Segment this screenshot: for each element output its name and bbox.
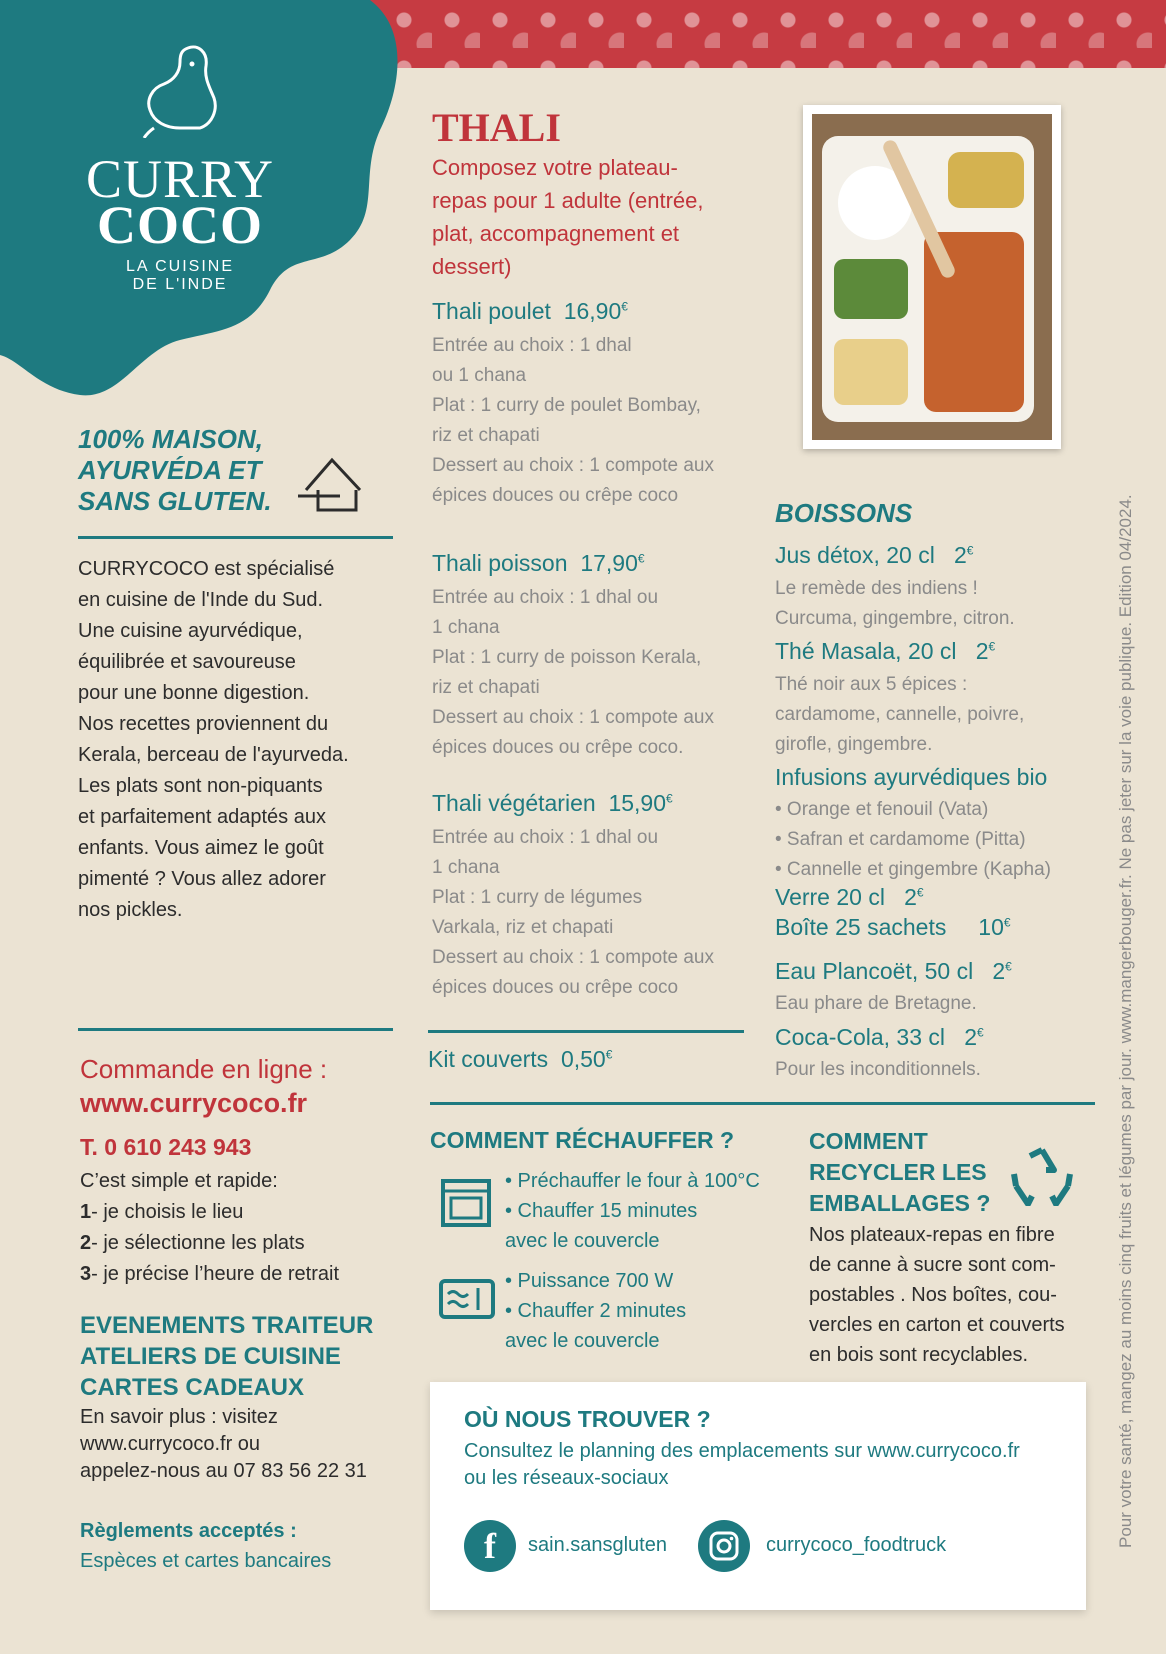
- order-phone[interactable]: T. 0 610 243 943: [80, 1134, 252, 1160]
- item-name: Thali poulet: [432, 298, 551, 324]
- reheat-line: avec le couvercle: [505, 1230, 660, 1252]
- find-us-title: OÙ NOUS TROUVER ?: [464, 1406, 711, 1432]
- dessert: [834, 339, 908, 405]
- currency: €: [605, 1047, 613, 1062]
- item-detail: Entrée au choix : 1 dhal ou: [432, 587, 659, 608]
- item-detail: Plat : 1 curry de poisson Kerala,: [432, 647, 702, 668]
- drink-price: 2: [992, 958, 1006, 984]
- payment-title: Règlements acceptés :: [80, 1520, 297, 1542]
- instagram-icon[interactable]: [698, 1520, 750, 1572]
- item-detail: épices douces ou crêpe coco: [432, 977, 679, 998]
- side-legal-note: Pour votre santé, mangez au moins cinq fruits et légumes par jour. www.mangerbouger.fr. Ne pas jeter sur la voie publique. Edition 04/2024.: [1116, 494, 1135, 1548]
- item-price: 15,90: [608, 790, 666, 816]
- logo-tagline-line2: DE L'INDE: [132, 276, 228, 293]
- item-detail: Entrée au choix : 1 dhal: [432, 335, 632, 356]
- drink-jus-details: [775, 574, 1015, 634]
- drink-price: 10: [978, 914, 1004, 940]
- step-number: 3: [80, 1263, 92, 1285]
- drink-detail: Curcuma, gingembre, citron.: [775, 608, 1015, 629]
- events-text: [80, 1404, 367, 1485]
- drink-price: 2: [953, 542, 967, 568]
- drink-name: Verre 20 cl: [775, 884, 885, 910]
- about-heading: [78, 424, 272, 517]
- item-detail: épices douces ou crêpe coco: [432, 485, 679, 506]
- recycle-title-line: EMBALLAGES ?: [809, 1190, 991, 1216]
- infusion-item: • Cannelle et gingembre (Kapha): [775, 859, 1051, 880]
- reheat-line: avec le couvercle: [505, 1330, 660, 1352]
- microwave-icon: [438, 1278, 496, 1322]
- thali-subtitle-line: dessert): [432, 254, 512, 279]
- reheat-line: • Préchauffer le four à 100°C: [505, 1170, 760, 1192]
- about-text-line: pour une bonne digestion.: [78, 682, 310, 704]
- item-detail: Plat : 1 curry de poulet Bombay,: [432, 395, 701, 416]
- item-detail: ou 1 chana: [432, 365, 527, 386]
- logo-line2: COCO: [97, 195, 263, 255]
- item-detail: épices douces ou crêpe coco.: [432, 737, 684, 758]
- about-text-line: enfants. Vous aimez le goût: [78, 837, 324, 859]
- thali-poisson-heading: [432, 550, 645, 577]
- events-heading-line: EVENEMENTS TRAITEUR: [80, 1312, 374, 1339]
- infusions-list: [775, 795, 1051, 885]
- drink-jus: [775, 542, 973, 569]
- thali-subtitle: [432, 151, 772, 283]
- drink-price: 2: [964, 1024, 977, 1050]
- events-text-line: www.currycoco.fr ou: [80, 1433, 261, 1455]
- drink-detail: Thé noir aux 5 épices :: [775, 674, 968, 695]
- infusion-verre: [775, 884, 924, 911]
- boissons-title: BOISSONS: [775, 498, 913, 528]
- order-step: [80, 1197, 339, 1228]
- item-name: Kit couverts: [428, 1046, 549, 1072]
- herbs: [834, 259, 908, 319]
- currency: €: [916, 885, 924, 900]
- elephant-icon: [140, 42, 220, 138]
- infusion-item: • Orange et fenouil (Vata): [775, 799, 989, 820]
- payment-text: Espèces et cartes bancaires: [80, 1550, 332, 1572]
- about-heading-line: AYURVÉDA ET: [78, 455, 262, 485]
- drink-name: Thé Masala, 20 cl: [775, 638, 957, 664]
- step-text: - je sélectionne les plats: [91, 1232, 305, 1254]
- events-text-line: appelez-nous au 07 83 56 22 31: [80, 1460, 367, 1482]
- thali-subtitle-line: repas pour 1 adulte (entrée,: [432, 188, 704, 213]
- recycle-title-line: RECYCLER LES: [809, 1159, 987, 1185]
- logo-line1: CURRY: [85, 149, 275, 209]
- about-text-line: pimenté ? Vous allez adorer: [78, 868, 326, 890]
- drink-infusions: Infusions ayurvédiques bio: [775, 764, 1048, 790]
- about-text-line: CURRYCOCO est spécialisé: [78, 558, 335, 580]
- logo-tagline: [80, 258, 280, 294]
- item-name: Thali végétarien: [432, 790, 596, 816]
- about-text-line: Nos recettes proviennent du: [78, 713, 329, 735]
- currency: €: [1003, 915, 1011, 930]
- house-icon: [298, 456, 368, 512]
- recycle-line: vercles en carton et couverts: [809, 1314, 1065, 1336]
- facebook-icon[interactable]: f: [464, 1520, 516, 1572]
- item-detail: Dessert au choix : 1 compote aux: [432, 947, 714, 968]
- about-text-line: équilibrée et savoureuse: [78, 651, 296, 673]
- instagram-handle[interactable]: currycoco_foodtruck: [766, 1534, 947, 1556]
- drink-price: 2: [975, 638, 989, 664]
- about-heading-line: 100% MAISON,: [78, 424, 263, 454]
- currency: €: [977, 1025, 984, 1040]
- recycle-line: en bois sont recyclables.: [809, 1344, 1029, 1366]
- recycle-line: de canne à sucre sont com-: [809, 1254, 1056, 1276]
- about-text-line: nos pickles.: [78, 899, 183, 921]
- divider: [430, 1102, 1095, 1105]
- about-text-line: Kerala, berceau de l'ayurveda.: [78, 744, 349, 766]
- about-heading-line: SANS GLUTEN.: [78, 486, 272, 516]
- item-price: 0,50: [560, 1046, 606, 1072]
- order-step: [80, 1259, 339, 1290]
- thali-subtitle-line: Composez votre plateau-: [432, 155, 678, 180]
- currency: €: [988, 639, 996, 654]
- item-price: 16,90: [563, 298, 622, 324]
- step-text: - je précise l’heure de retrait: [91, 1263, 340, 1285]
- item-detail: riz et chapati: [432, 425, 540, 446]
- reheat-line: • Chauffer 2 minutes: [505, 1300, 687, 1322]
- item-price: 17,90: [580, 550, 638, 576]
- thali-vegetarien-details: [432, 823, 772, 1003]
- logo-tagline-line1: LA CUISINE: [125, 258, 235, 275]
- drink-eau: [775, 958, 1012, 985]
- about-text: [78, 554, 398, 926]
- find-us-text: [464, 1438, 1020, 1492]
- events-text-line: En savoir plus : visitez: [80, 1406, 278, 1428]
- item-detail: 1 chana: [432, 617, 500, 638]
- thali-poulet-heading: [432, 298, 628, 325]
- reheat-title: COMMENT RÉCHAUFFER ?: [430, 1127, 735, 1153]
- thali-subtitle-line: plat, accompagnement et: [432, 221, 680, 246]
- drink-the: [775, 638, 995, 665]
- item-detail: Entrée au choix : 1 dhal ou: [432, 827, 659, 848]
- step-number: 1: [80, 1201, 92, 1223]
- facebook-handle[interactable]: sain.sansgluten: [528, 1534, 667, 1556]
- recycle-line: Nos plateaux-repas en fibre: [809, 1224, 1055, 1246]
- instagram-glyph: [709, 1531, 739, 1561]
- order-steps: [80, 1166, 339, 1290]
- thali-poulet-details: [432, 331, 772, 511]
- thali-title: THALI: [432, 105, 561, 150]
- about-text-line: en cuisine de l'Inde du Sud.: [78, 589, 324, 611]
- order-title: Commande en ligne :: [80, 1054, 328, 1084]
- drink-name: Jus détox, 20 cl: [775, 542, 935, 568]
- dhal: [948, 152, 1024, 208]
- find-us-line: Consultez le planning des emplacements sur www.currycoco.fr: [464, 1440, 1020, 1462]
- infusion-item: • Safran et cardamome (Pitta): [775, 829, 1026, 850]
- recycle-line: postables . Nos boîtes, cou-: [809, 1284, 1057, 1306]
- drink-eau-detail: Eau phare de Bretagne.: [775, 993, 977, 1014]
- drink-price: 2: [904, 884, 917, 910]
- drink-detail: cardamome, cannelle, poivre,: [775, 704, 1025, 725]
- currency: €: [1005, 959, 1012, 974]
- item-detail: Dessert au choix : 1 compote aux: [432, 455, 714, 476]
- reheat-line: • Puissance 700 W: [505, 1270, 674, 1292]
- divider: [428, 1030, 744, 1033]
- item-detail: Varkala, riz et chapati: [432, 917, 614, 938]
- drink-coca: [775, 1024, 984, 1051]
- reheat-oven-text: [505, 1166, 760, 1256]
- recycle-title: [809, 1126, 990, 1219]
- recycle-icon: [1010, 1146, 1074, 1206]
- about-text-line: Les plats sont non-piquants: [78, 775, 323, 797]
- order-url-link[interactable]: www.currycoco.fr: [80, 1088, 308, 1118]
- currency: €: [966, 543, 974, 558]
- drink-detail: Le remède des indiens !: [775, 578, 978, 599]
- item-detail: 1 chana: [432, 857, 500, 878]
- oven-icon: [440, 1178, 492, 1228]
- item-detail: Dessert au choix : 1 compote aux: [432, 707, 714, 728]
- kit-couverts: [428, 1046, 612, 1073]
- currency: €: [621, 299, 628, 314]
- events-heading-line: CARTES CADEAUX: [80, 1374, 305, 1401]
- divider: [78, 1028, 393, 1031]
- drink-detail: girofle, gingembre.: [775, 734, 933, 755]
- recycle-text: [809, 1220, 1065, 1370]
- reheat-line: • Chauffer 15 minutes: [505, 1200, 698, 1222]
- currency: €: [666, 791, 673, 806]
- about-text-line: et parfaitement adaptés aux: [78, 806, 326, 828]
- thali-poisson-details: [432, 583, 772, 763]
- photo-content: [812, 114, 1052, 440]
- drink-name: Eau Plancoët, 50 cl: [775, 958, 974, 984]
- order-step: [80, 1228, 339, 1259]
- thali-vegetarien-heading: [432, 790, 673, 817]
- item-name: Thali poisson: [432, 550, 568, 576]
- drink-coca-detail: Pour les inconditionnels.: [775, 1059, 981, 1080]
- infusion-boite: [775, 914, 1011, 941]
- find-us-card: [430, 1382, 1086, 1610]
- thali-photo: [803, 105, 1061, 449]
- step-text: - je choisis le lieu: [91, 1201, 244, 1223]
- drink-name: Boîte 25 sachets: [775, 914, 947, 940]
- item-detail: riz et chapati: [432, 677, 540, 698]
- drink-name: Coca-Cola, 33 cl: [775, 1024, 946, 1050]
- recycle-title-line: COMMENT: [809, 1128, 928, 1154]
- item-detail: Plat : 1 curry de légumes: [432, 887, 643, 908]
- events-heading: [80, 1310, 373, 1403]
- divider: [78, 536, 393, 539]
- events-heading-line: ATELIERS DE CUISINE: [80, 1343, 341, 1370]
- step-number: 2: [80, 1232, 92, 1254]
- find-us-line: ou les réseaux-sociaux: [464, 1467, 669, 1489]
- drink-the-details: [775, 670, 1024, 760]
- currency: €: [637, 551, 645, 566]
- order-intro: C’est simple et rapide:: [80, 1170, 278, 1192]
- reheat-micro-text: [505, 1266, 686, 1356]
- about-text-line: Une cuisine ayurvédique,: [78, 620, 303, 642]
